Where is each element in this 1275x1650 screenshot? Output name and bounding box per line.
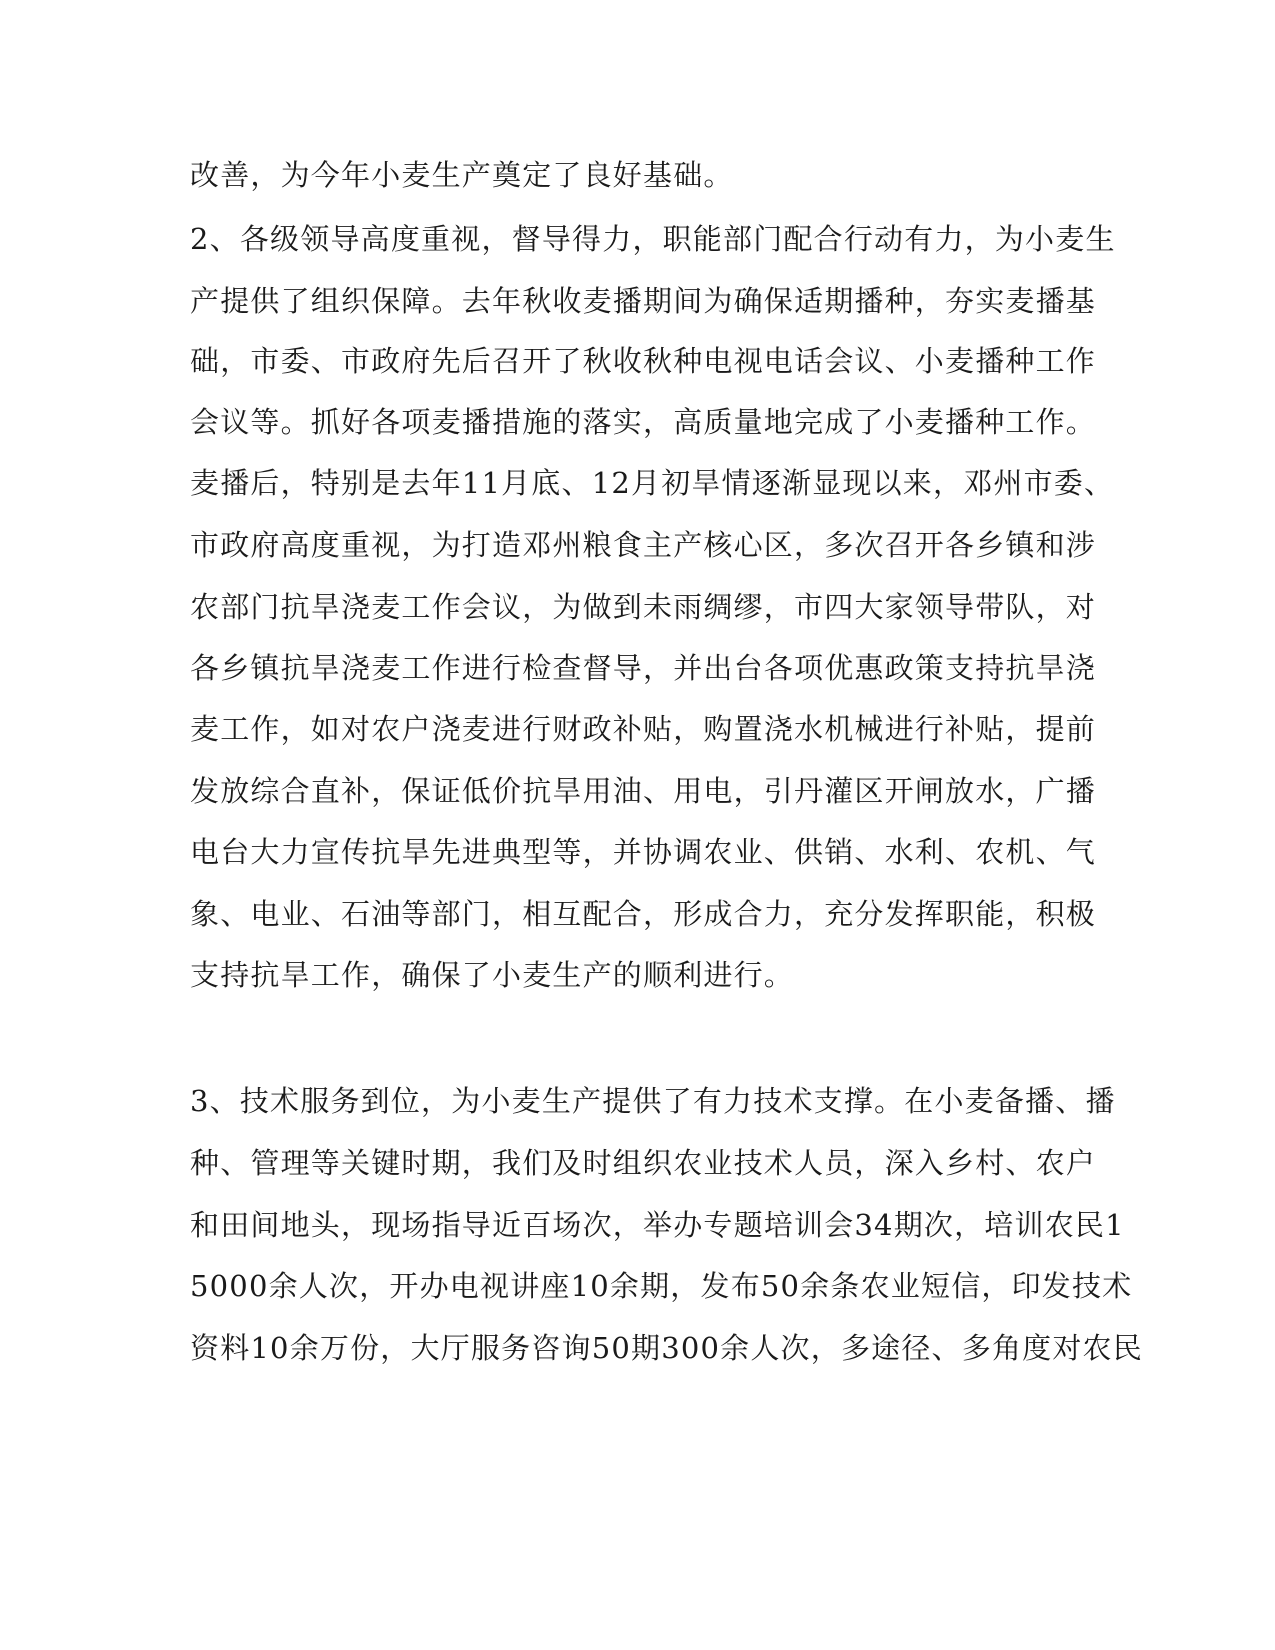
text-line: 电台大力宣传抗旱先进典型等，并协调农业、供销、水利、农机、气	[190, 835, 1097, 869]
text-line: 础，市委、市政府先后召开了秋收秋种电视电话会议、小麦播种工作	[190, 344, 1097, 378]
text-line: 麦播后，特别是去年11月底、12月初旱情逐渐显现以来，邓州市委、	[190, 466, 1115, 500]
text-line: 产提供了组织保障。去年秋收麦播期间为确保适期播种，夯实麦播基	[190, 284, 1097, 318]
text-line: 市政府高度重视，为打造邓州粮食主产核心区，多次召开各乡镇和涉	[190, 528, 1097, 562]
text-line: 资料10余万份，大厅服务咨询50期300余人次，多途径、多角度对农民	[190, 1331, 1143, 1365]
text-line: 发放综合直补，保证低价抗旱用油、用电，引丹灌区开闸放水，广播	[190, 774, 1097, 808]
text-line: 农部门抗旱浇麦工作会议，为做到未雨绸缪，市四大家领导带队，对	[190, 590, 1097, 624]
text-line: 支持抗旱工作，确保了小麦生产的顺利进行。	[190, 958, 795, 992]
text-line: 和田间地头，现场指导近百场次，举办专题培训会34期次，培训农民1	[190, 1208, 1125, 1242]
text-line: 改善，为今年小麦生产奠定了良好基础。	[190, 158, 734, 192]
text-line: 麦工作，如对农户浇麦进行财政补贴，购置浇水机械进行补贴，提前	[190, 712, 1097, 746]
text-line: 5000余人次，开办电视讲座10余期，发布50余条农业短信，印发技术	[190, 1269, 1133, 1303]
text-line: 2、各级领导高度重视，督导得力，职能部门配合行动有力，为小麦生	[190, 222, 1116, 256]
text-line: 会议等。抓好各项麦播措施的落实，高质量地完成了小麦播种工作。	[190, 405, 1097, 439]
text-line: 种、管理等关键时期，我们及时组织农业技术人员，深入乡村、农户	[190, 1146, 1097, 1180]
text-line: 3、技术服务到位，为小麦生产提供了有力技术支撑。在小麦备播、播	[190, 1084, 1116, 1118]
text-line: 各乡镇抗旱浇麦工作进行检查督导，并出台各项优惠政策支持抗旱浇	[190, 651, 1097, 685]
text-line: 象、电业、石油等部门，相互配合，形成合力，充分发挥职能，积极	[190, 897, 1097, 931]
